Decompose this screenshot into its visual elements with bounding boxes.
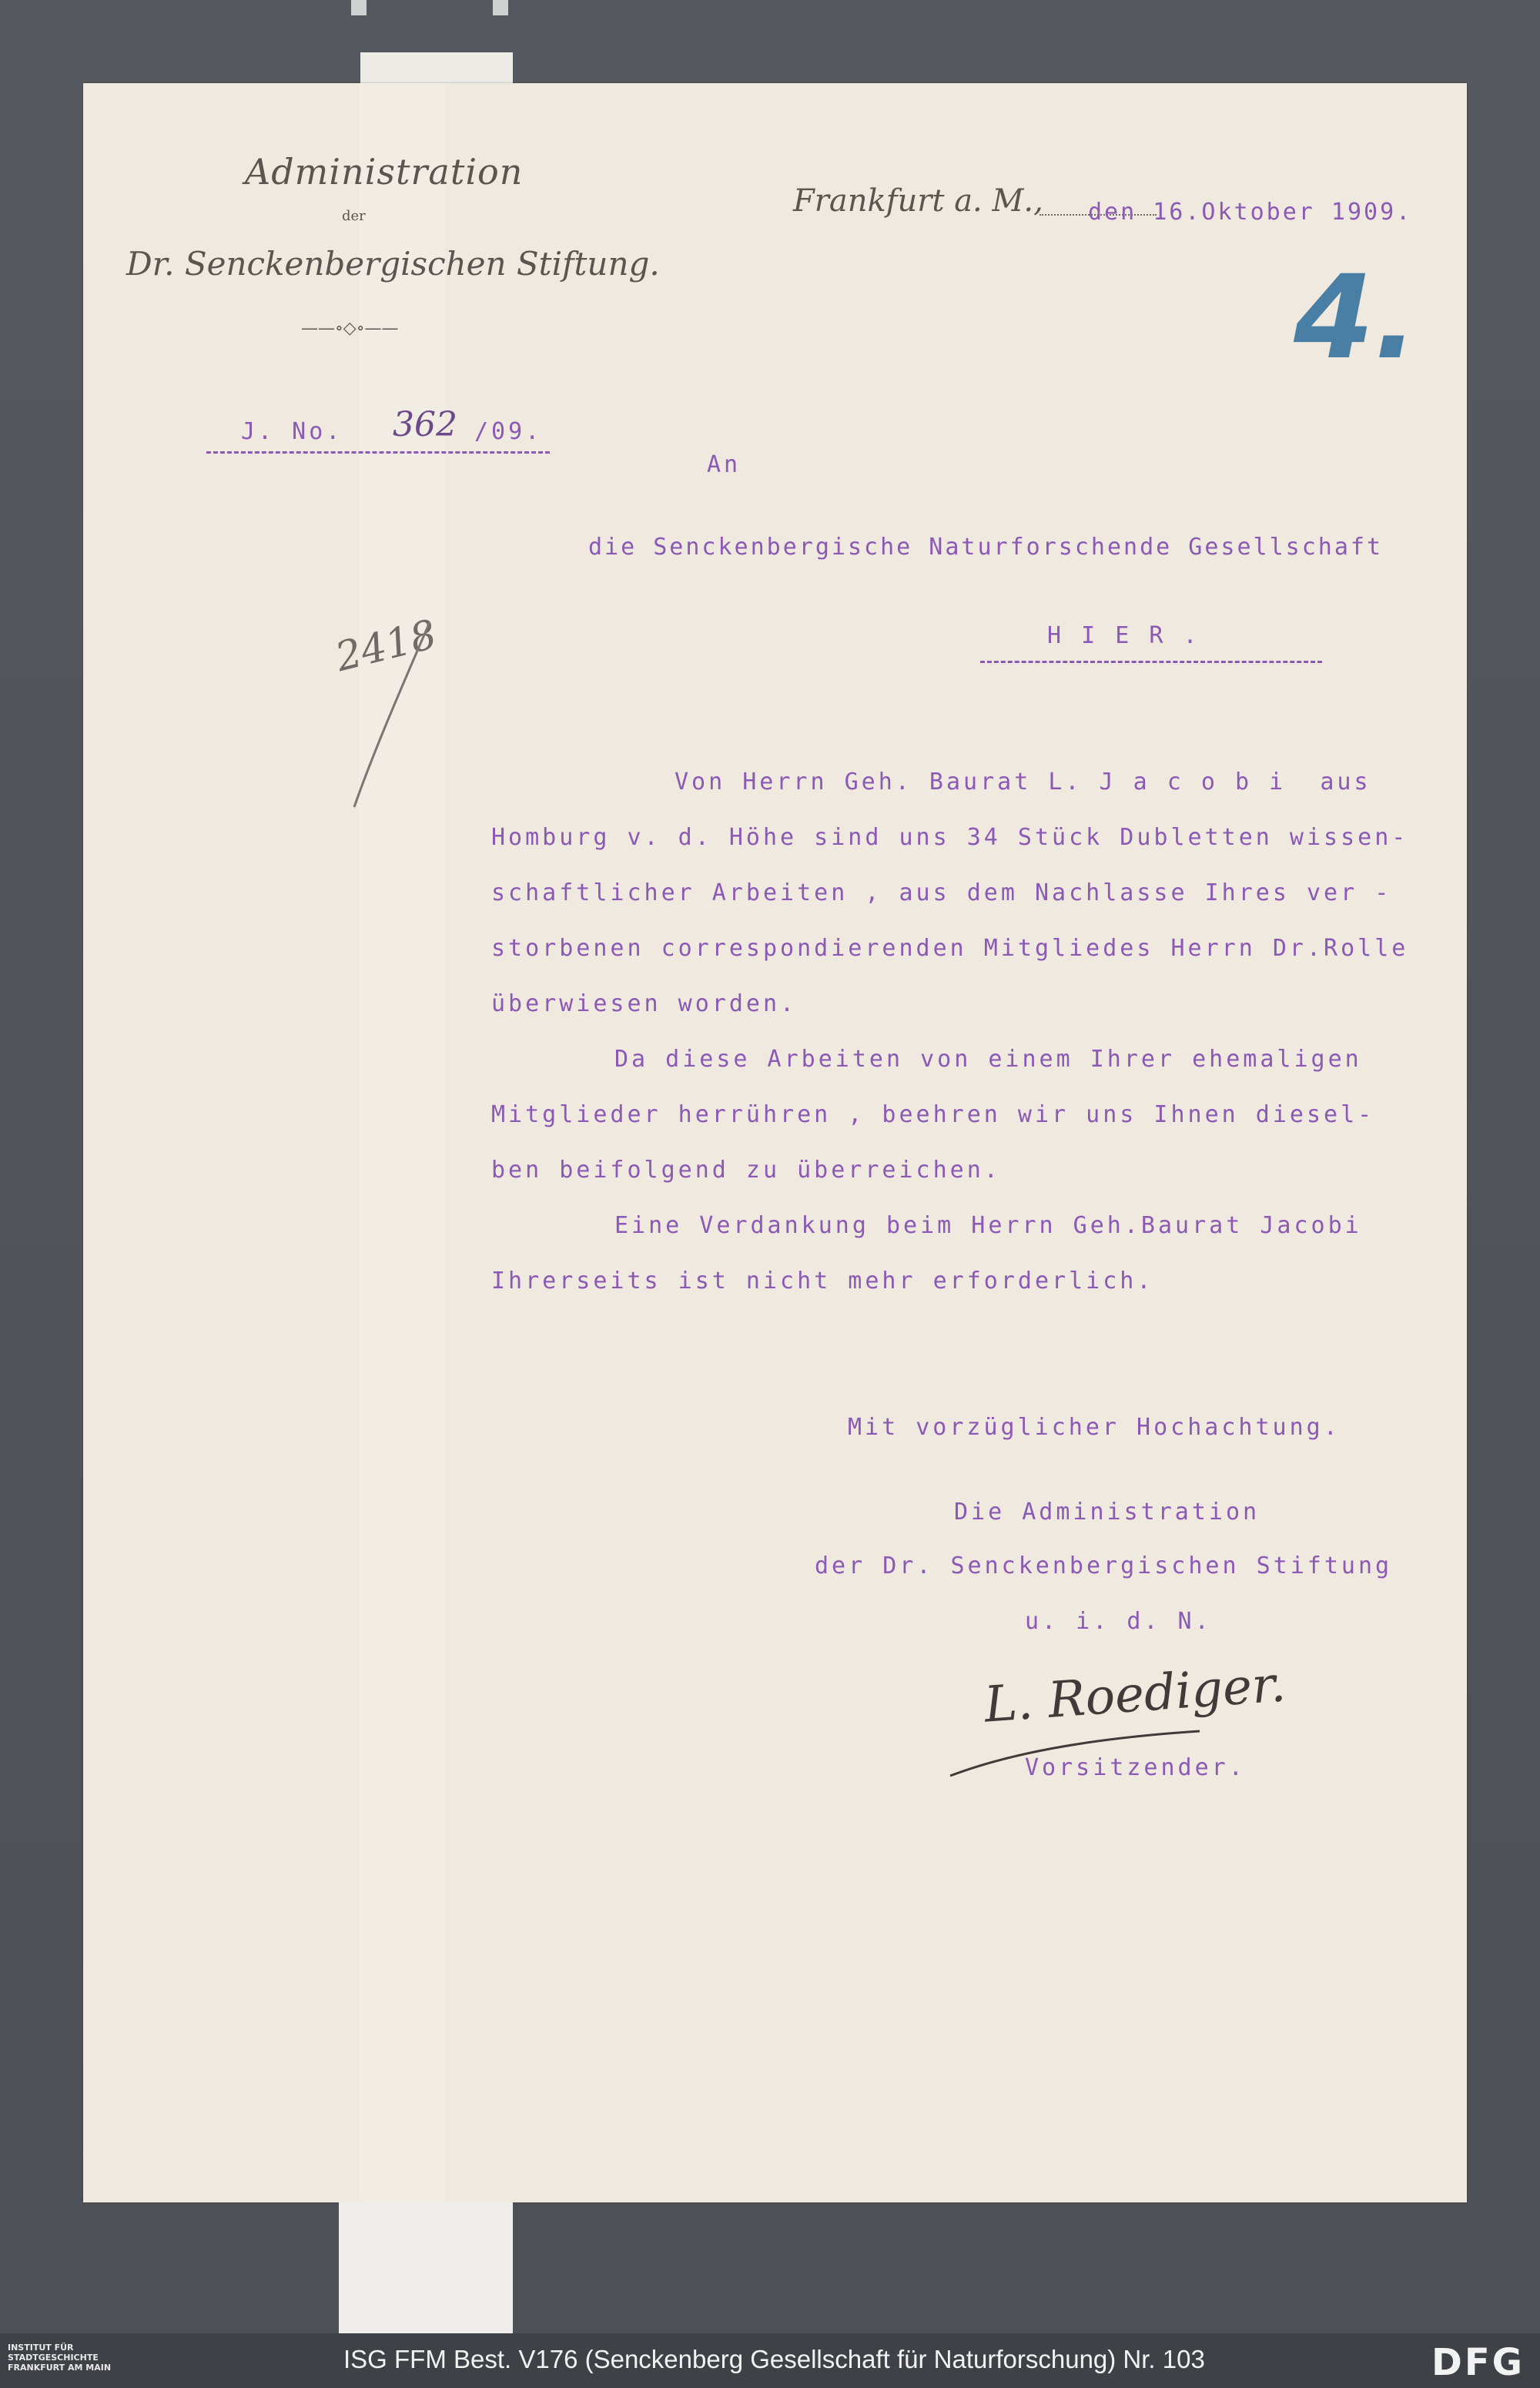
journal-prefix: J. No. [241, 418, 343, 445]
letterhead-subtitle: Dr. Senckenbergischen Stiftung. [126, 245, 660, 283]
closing-uidn: u. i. d. N. [1025, 1608, 1212, 1635]
address-underline [980, 661, 1322, 663]
page-mark-handwritten: 4. [1294, 251, 1418, 385]
body-line: Da diese Arbeiten von einem Ihrer ehemaligen [614, 1046, 1362, 1073]
binding-strip [351, 0, 367, 15]
journal-year: /09. [474, 418, 543, 445]
body-line: Homburg v. d. Höhe sind uns 34 Stück Dubletten wissen- [491, 824, 1409, 851]
letter-sheet [83, 83, 1467, 2202]
closing-org-line1: Die Administration [954, 1499, 1260, 1526]
letterhead-title: Administration [245, 151, 524, 193]
pencil-stroke [345, 615, 437, 815]
body-line: schaftlicher Arbeiten , aus dem Nachlasse Ihres ver - [491, 879, 1392, 906]
place-label: Frankfurt a. M., [793, 183, 1043, 219]
paper-tab-top [360, 52, 513, 86]
body-line: storbenen correspondierenden Mitgliedes Herrn Dr.Rolle [491, 935, 1409, 962]
pencil-annotation: 2418 [331, 611, 441, 682]
body-line: Mitglieder herrühren , beehren wir uns Ihnen diesel- [491, 1101, 1375, 1128]
archive-footer [0, 2333, 1540, 2388]
paper-tab-bottom [339, 2202, 513, 2333]
closing-role: Vorsitzender. [1025, 1754, 1246, 1781]
closing-org-line2: der Dr. Senckenbergischen Stiftung [815, 1552, 1393, 1579]
journal-underline [206, 451, 550, 454]
dfg-logo: DFG [1431, 2341, 1525, 2384]
journal-number: 362 [393, 405, 457, 444]
letterhead-der: der [342, 208, 366, 224]
signature: L. Roediger. [982, 1656, 1288, 1734]
address-recipient: die Senckenbergische Naturforschende Gesellschaft [588, 534, 1384, 561]
paper-fold-band [359, 83, 445, 2202]
letter-date: den 16.Oktober 1909. [1088, 199, 1413, 226]
body-line: Ihrerseits ist nicht mehr erforderlich. [491, 1268, 1154, 1294]
closing-greeting: Mit vorzüglicher Hochachtung. [848, 1414, 1341, 1441]
archive-reference: ISG FFM Best. V176 (Senckenberg Gesellschaft für Naturforschung) Nr. 103 [343, 2345, 1205, 2373]
body-line: Von Herrn Geh. Baurat L. J a c o b i aus [675, 769, 1371, 795]
institute-logo-text: INSTITUT FÜR STADTGESCHICHTE FRANKFURT AM MAIN [8, 2343, 112, 2373]
body-line: überwiesen worden. [491, 990, 798, 1017]
address-hier: H I E R . [1047, 622, 1200, 649]
body-line: Eine Verdankung beim Herrn Geh.Baurat Jacobi [614, 1212, 1362, 1239]
address-an: An [707, 451, 742, 478]
binding-strip [493, 0, 508, 15]
body-line: ben beifolgend zu überreichen. [491, 1157, 1001, 1184]
letterhead-ornament: ——∘◇∘—— [301, 319, 399, 338]
